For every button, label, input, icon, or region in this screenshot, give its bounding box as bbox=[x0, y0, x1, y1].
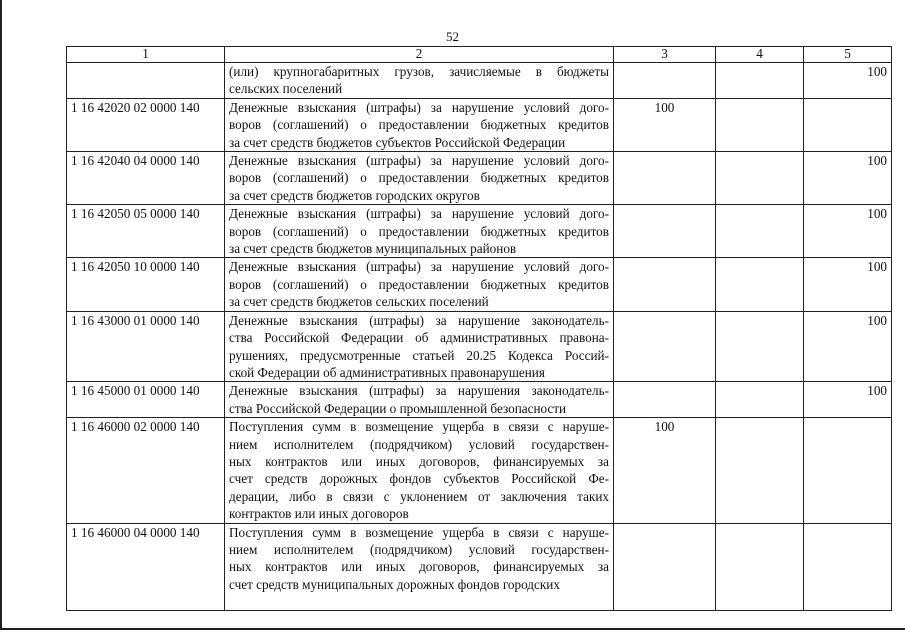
table-row bbox=[67, 98, 892, 151]
header-col-3: 3 bbox=[614, 47, 716, 63]
description-line: контрактов или иных договоров bbox=[229, 506, 409, 522]
description-line: за счет средств бюджетов муниципальных районов bbox=[229, 241, 517, 257]
column-5-value-cell: 100 bbox=[804, 382, 892, 418]
column-4-value-cell bbox=[716, 152, 804, 205]
description-cell bbox=[225, 258, 614, 311]
description-line: воров (соглашений) о предоставлении бюджетных кредитов bbox=[229, 223, 609, 239]
table-row bbox=[67, 63, 892, 99]
description-cell bbox=[225, 523, 614, 610]
column-4-value-cell bbox=[716, 418, 804, 523]
description-line: счет средств муниципальных дорожных фондов городских bbox=[229, 576, 560, 592]
column-4-value-cell bbox=[716, 258, 804, 311]
column-3-value-cell bbox=[614, 63, 716, 99]
budget-code-cell: 1 16 46000 04 0000 140 bbox=[67, 523, 225, 610]
description-line: Денежные взыскания (штрафы) за нарушение законодатель- bbox=[229, 312, 609, 328]
column-3-value-cell bbox=[614, 152, 716, 205]
page-left-edge bbox=[0, 0, 2, 630]
description-cell bbox=[225, 311, 614, 382]
description-line: воров (соглашений) о предоставлении бюджетных кредитов bbox=[229, 117, 609, 133]
column-5-value-cell: 100 bbox=[804, 152, 892, 205]
column-3-value-cell: 100 bbox=[614, 98, 716, 151]
budget-code-cell: 1 16 42040 04 0000 140 bbox=[67, 152, 225, 205]
page-number: 52 bbox=[446, 29, 459, 44]
description-line: за счет средств бюджетов сельских поселений bbox=[229, 294, 489, 310]
column-3-value-cell bbox=[614, 523, 716, 610]
column-3-value-cell bbox=[614, 311, 716, 382]
description-line: Денежные взыскания (штрафы) за нарушение условий дого- bbox=[229, 259, 609, 275]
budget-code-cell: 1 16 42050 10 0000 140 bbox=[67, 258, 225, 311]
column-4-value-cell bbox=[716, 98, 804, 151]
table-row bbox=[67, 523, 892, 610]
description-cell bbox=[225, 418, 614, 523]
budget-code-cell bbox=[67, 63, 225, 99]
table-row bbox=[67, 418, 892, 523]
column-5-value-cell: 100 bbox=[804, 63, 892, 99]
description-cell bbox=[225, 152, 614, 205]
description-line: Денежные взыскания (штрафы) за нарушение условий дого- bbox=[229, 99, 609, 115]
column-5-value-cell bbox=[804, 98, 892, 151]
description-line: за счет средств бюджетов субъектов Российской Федерации bbox=[229, 134, 566, 150]
column-4-value-cell bbox=[716, 382, 804, 418]
description-line: воров (соглашений) о предоставлении бюджетных кредитов bbox=[229, 170, 609, 186]
description-line: сельских поселений bbox=[229, 81, 343, 97]
column-5-value-cell bbox=[804, 523, 892, 610]
description-cell bbox=[225, 382, 614, 418]
column-5-value-cell: 100 bbox=[804, 311, 892, 382]
column-4-value-cell bbox=[716, 63, 804, 99]
description-line: нием исполнителем (подрядчиком) условий государствен- bbox=[229, 436, 609, 452]
column-4-value-cell bbox=[716, 523, 804, 610]
column-4-value-cell bbox=[716, 205, 804, 258]
description-line: (или) крупногабаритных грузов, зачисляемые в бюджеты bbox=[229, 64, 609, 79]
description-line: Поступления сумм в возмещение ущерба в связи с наруше- bbox=[229, 524, 609, 540]
description-line: ства Российской Федерации об административных правона- bbox=[229, 330, 609, 346]
table-header-row bbox=[67, 47, 892, 63]
description-line: ской Федерации об административных правонарушения bbox=[229, 364, 545, 380]
header-col-5: 5 bbox=[804, 47, 892, 63]
description-line: Поступления сумм в возмещение ущерба в связи с наруше- bbox=[229, 419, 609, 435]
revenue-classification-table bbox=[66, 46, 892, 611]
column-3-value-cell bbox=[614, 382, 716, 418]
budget-code-cell: 1 16 42020 02 0000 140 bbox=[67, 98, 225, 151]
column-3-value-cell: 100 bbox=[614, 418, 716, 523]
budget-code-cell: 1 16 43000 01 0000 140 bbox=[67, 311, 225, 382]
description-line: ных контрактов или иных договоров, финансируемых за bbox=[229, 453, 609, 469]
column-5-value-cell: 100 bbox=[804, 258, 892, 311]
table-row bbox=[67, 258, 892, 311]
description-line: рушениях, предусмотренные статьей 20.25 Кодекса Россий- bbox=[229, 347, 609, 363]
column-5-value-cell bbox=[804, 418, 892, 523]
table-row bbox=[67, 205, 892, 258]
header-col-2: 2 bbox=[225, 47, 614, 63]
budget-code-cell: 1 16 42050 05 0000 140 bbox=[67, 205, 225, 258]
column-4-value-cell bbox=[716, 311, 804, 382]
description-line: счет средств дорожных фондов субъектов Российской Фе- bbox=[229, 471, 609, 487]
description-line: дерации, либо в связи с уклонением от заключения таких bbox=[229, 488, 609, 504]
description-line: за счет средств бюджетов городских округов bbox=[229, 187, 480, 203]
description-cell bbox=[225, 205, 614, 258]
description-line: нием исполнителем (подрядчиком) условий государствен- bbox=[229, 541, 609, 557]
description-line: Денежные взыскания (штрафы) за нарушение условий дого- bbox=[229, 153, 609, 169]
description-line: воров (соглашений) о предоставлении бюджетных кредитов bbox=[229, 276, 609, 292]
column-5-value-cell: 100 bbox=[804, 205, 892, 258]
column-3-value-cell bbox=[614, 258, 716, 311]
column-3-value-cell bbox=[614, 205, 716, 258]
table-row bbox=[67, 382, 892, 418]
description-cell bbox=[225, 63, 614, 99]
budget-code-cell: 1 16 45000 01 0000 140 bbox=[67, 382, 225, 418]
description-cell bbox=[225, 98, 614, 151]
table-row bbox=[67, 311, 892, 382]
description-line: ства Российской Федерации о промышленной безопасности bbox=[229, 400, 567, 416]
description-line: Денежные взыскания (штрафы) за нарушения законодатель- bbox=[229, 383, 609, 399]
page-bottom-edge bbox=[0, 628, 905, 630]
description-line: Денежные взыскания (штрафы) за нарушение условий дого- bbox=[229, 206, 609, 222]
header-col-4: 4 bbox=[716, 47, 804, 63]
header-col-1: 1 bbox=[67, 47, 225, 63]
table-row bbox=[67, 152, 892, 205]
description-line: ных контрактов или иных договоров, финансируемых за bbox=[229, 559, 609, 575]
budget-code-cell: 1 16 46000 02 0000 140 bbox=[67, 418, 225, 523]
